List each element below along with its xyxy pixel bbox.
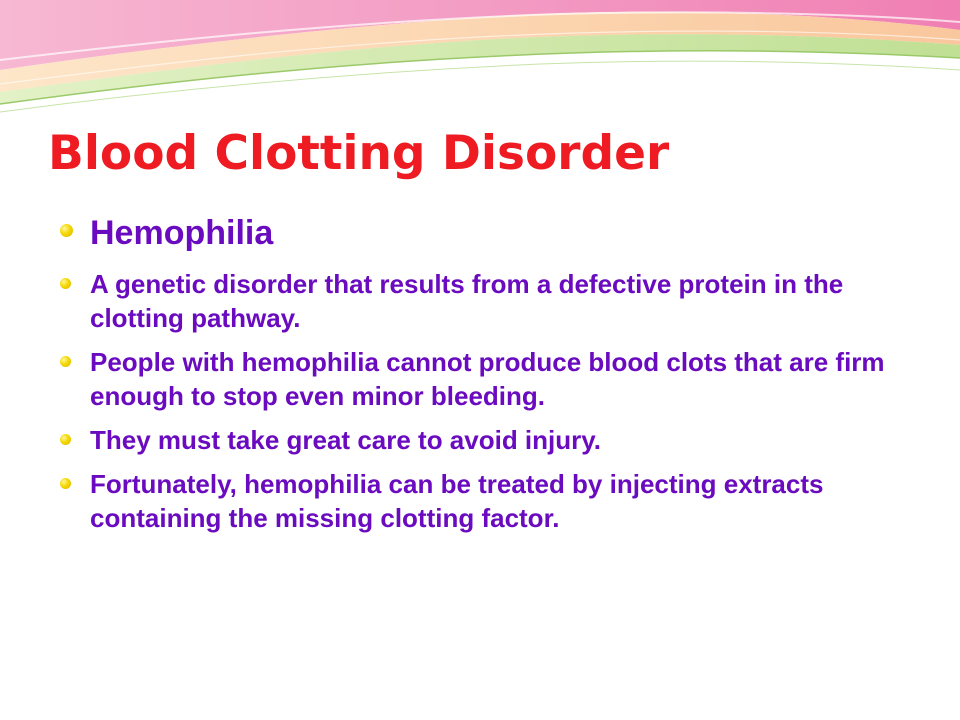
bullet-item bbox=[60, 467, 900, 535]
bullet-text: People with hemophilia cannot produce blood clots that are firm enough to stop even minor bleeding. bbox=[90, 347, 885, 411]
bullet-item bbox=[60, 267, 900, 335]
bullet-item bbox=[60, 423, 900, 457]
bullet-text: Fortunately, hemophilia can be treated by injecting extracts containing the missing clotting factor. bbox=[90, 469, 824, 533]
bullet-list bbox=[60, 213, 900, 545]
header-wave-decoration bbox=[0, 0, 960, 120]
yellow-circle-bullet-icon bbox=[60, 224, 73, 237]
yellow-circle-bullet-icon bbox=[60, 478, 71, 489]
bullet-text: They must take great care to avoid injury. bbox=[90, 425, 602, 455]
bullet-item-heading bbox=[60, 213, 900, 253]
bullet-item bbox=[60, 345, 900, 413]
bullet-text: Hemophilia bbox=[90, 214, 274, 252]
bullet-text: A genetic disorder that results from a defective protein in the clotting pathway. bbox=[90, 269, 844, 333]
yellow-circle-bullet-icon bbox=[60, 356, 71, 367]
yellow-circle-bullet-icon bbox=[60, 434, 71, 445]
slide-title: Blood Clotting Disorder bbox=[48, 126, 670, 181]
yellow-circle-bullet-icon bbox=[60, 278, 71, 289]
